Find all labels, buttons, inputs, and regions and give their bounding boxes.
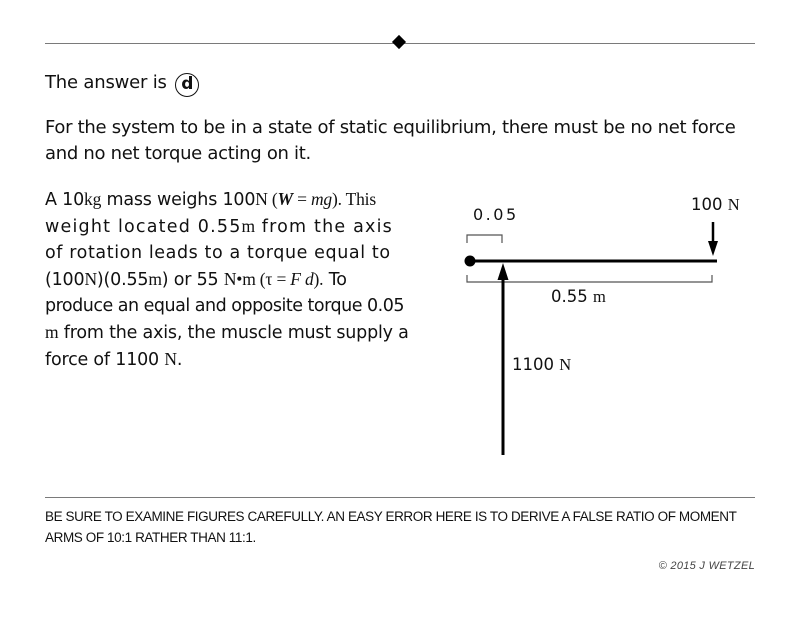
symbol-mg: mg [310, 189, 332, 209]
intro-paragraph: For the system to be in a state of static equilibrium, there must be no net force and no net torque acting on it. [45, 117, 736, 164]
text: = [272, 269, 291, 289]
text: )(0.55 [96, 270, 149, 290]
caution-note: BE SURE TO EXAMINE FIGURES CAREFULLY. AN EASY ERROR HERE IS TO DERIVE A FALSE RATIO OF MOMENT ARMS OF 10:1 RATHER THAN 11:1. [45, 509, 737, 545]
short-arm-bracket [467, 235, 502, 243]
text: A 10 [45, 190, 85, 210]
pivot-point-icon [465, 256, 476, 267]
unit-n: N [84, 269, 97, 289]
text: To [323, 270, 347, 290]
symbol-f: F [290, 269, 301, 289]
answer-prefix: The answer is [45, 72, 167, 93]
text: weight located 0.55 [45, 217, 242, 237]
unit-m: m [45, 322, 59, 342]
text: (100 [45, 270, 85, 290]
text: mass weighs 100 [101, 190, 256, 210]
text: ( [267, 189, 278, 209]
text: from the axis, the muscle must supply a [58, 323, 409, 343]
symbol-w: W [277, 189, 293, 209]
text: ) or 55 [161, 270, 224, 290]
text: 0.55 [551, 287, 593, 306]
weight-force-label [691, 195, 740, 215]
arrow-up-icon [498, 263, 509, 280]
long-arm-label [551, 287, 606, 307]
unit-m: m [241, 216, 255, 236]
copyright: © 2015 J WETZEL [658, 560, 755, 572]
unit-m: m [148, 269, 162, 289]
text: . [176, 350, 183, 370]
text: ). [313, 269, 324, 289]
unit-n: N [164, 349, 177, 369]
text: 1100 [512, 355, 560, 374]
text: force of 1100 [45, 350, 165, 370]
text: = [292, 189, 311, 209]
text: ). This [331, 189, 376, 209]
bottom-divider [45, 497, 755, 498]
unit-kg: kg [84, 189, 102, 209]
unit-n: N [727, 195, 740, 214]
text: produce an equal and opposite torque 0.05 [45, 296, 405, 316]
text: from the axis [254, 217, 393, 237]
text: 100 [691, 195, 728, 214]
short-arm-label: 0.05 [473, 205, 519, 224]
arrow-down-icon [708, 241, 718, 256]
text: of rotation leads to a torque equal to [45, 243, 391, 263]
unit-nm: N•m ( [223, 269, 266, 289]
unit-m: m [592, 287, 606, 306]
unit-n: N [559, 355, 572, 374]
symbol-d: d [300, 269, 314, 289]
muscle-force-label [512, 355, 571, 375]
unit-n: N [255, 189, 268, 209]
symbol-tau: τ [265, 269, 273, 289]
answer-choice-badge: d [175, 73, 199, 97]
